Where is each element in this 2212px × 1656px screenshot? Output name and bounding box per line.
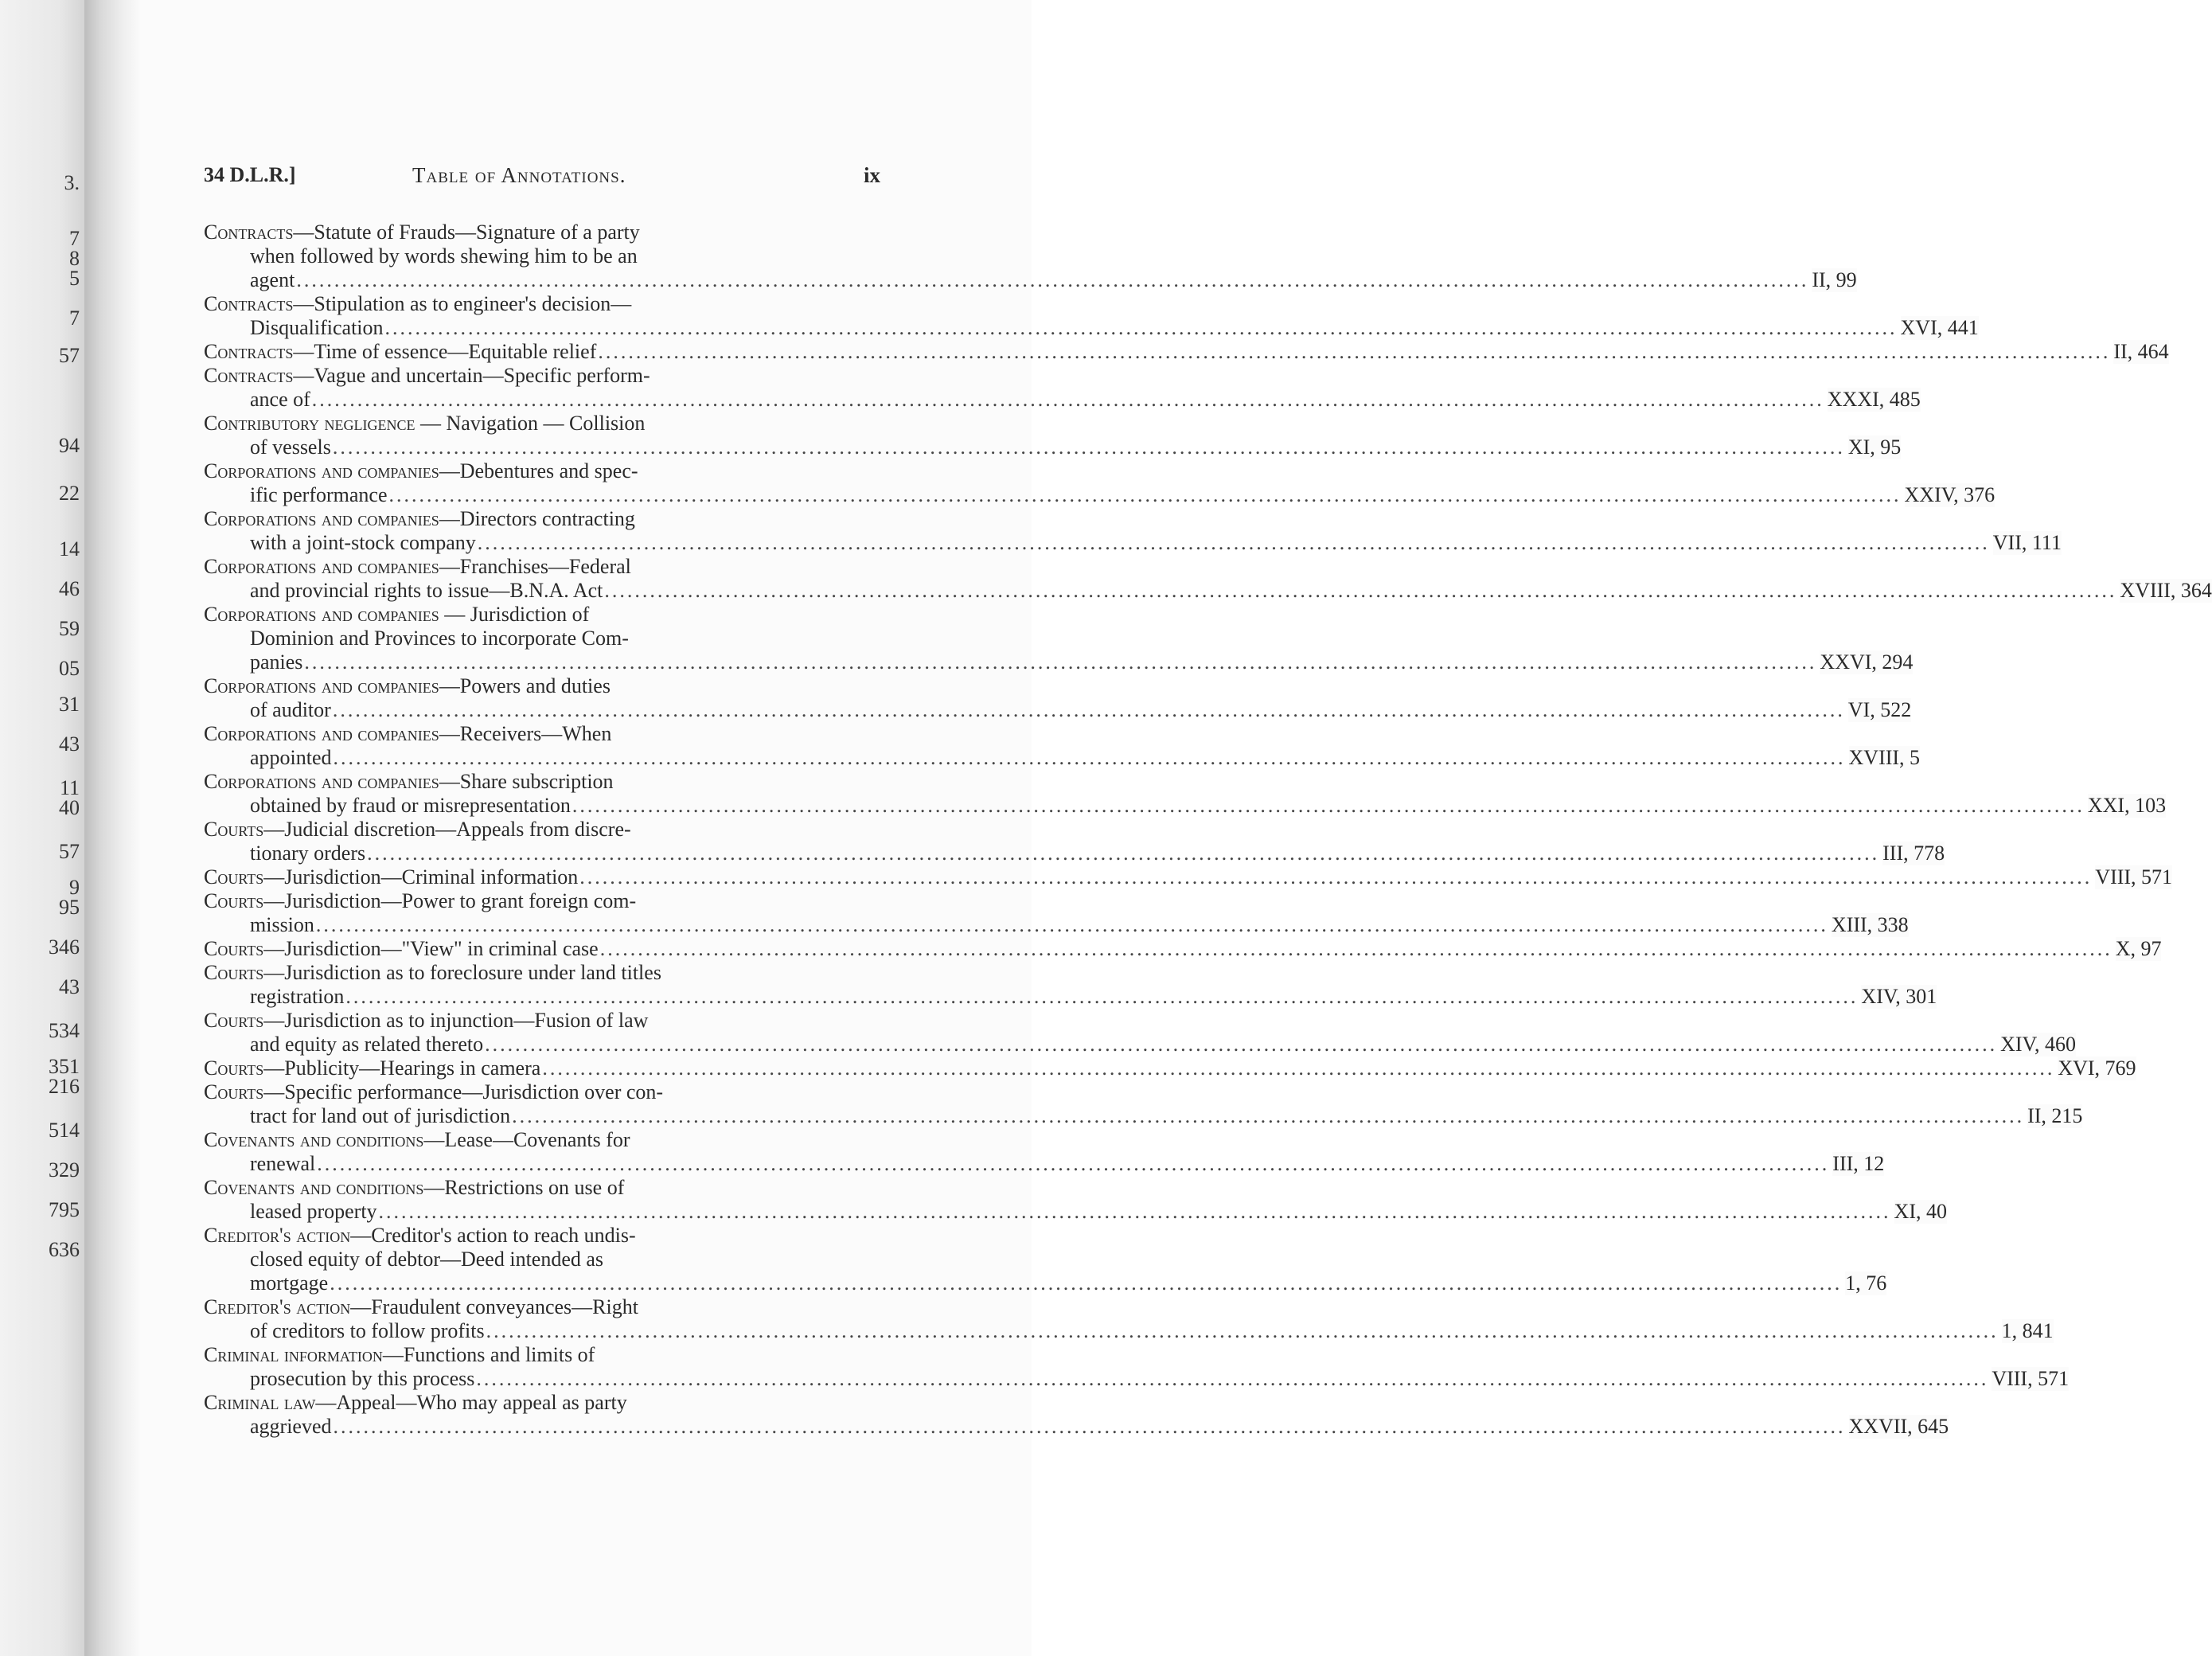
annotation-last-line (204, 1271, 1887, 1295)
annotation-last-line (204, 1415, 1949, 1439)
volume-label: 34 D.L.R.] (204, 163, 296, 186)
facing-page-number: 7 (69, 307, 80, 330)
volume-page-reference: XVIII, 5 (1848, 746, 1921, 769)
facing-page-number: 8 (69, 247, 80, 270)
annotation-text: Corporations and companies—Powers and duties (204, 674, 611, 697)
leader-dots: ........................................................................................................................................................................................................ (332, 435, 1845, 459)
annotation-entry (204, 1343, 2070, 1391)
annotation-line (204, 1248, 880, 1271)
page-number: ix (863, 163, 880, 187)
facing-page-number: 351 (49, 1055, 80, 1078)
volume-page-reference: II, 99 (1812, 268, 1857, 291)
annotation-text: Corporations and companies—Share subscription (204, 770, 614, 793)
annotation-last-line (204, 268, 1857, 292)
annotation-text: Courts—Publicity—Hearings in camera (204, 1056, 541, 1080)
volume-page-reference: 1, 841 (2001, 1319, 2054, 1342)
annotation-line (204, 1391, 880, 1415)
volume-page-reference: XXVII, 645 (1848, 1415, 1949, 1438)
annotation-line (204, 292, 880, 316)
leader-dots: ........................................................................................................................................................................................................ (598, 340, 2111, 363)
annotation-entry (204, 1295, 2054, 1343)
facing-page-number: 59 (59, 617, 80, 640)
annotation-text: agent (250, 268, 295, 291)
annotation-entry (204, 555, 2212, 603)
facing-page-number: 22 (59, 482, 80, 505)
annotation-line (204, 244, 880, 268)
annotation-text: and equity as related thereto (250, 1033, 484, 1056)
volume-page-reference: XXIV, 376 (1904, 483, 1995, 506)
annotation-last-line (204, 483, 1995, 507)
leader-dots: ........................................................................................................................................................................................................ (304, 650, 1817, 674)
annotations-list (204, 221, 2212, 1439)
annotation-line (204, 1009, 880, 1033)
annotation-text: registration (250, 985, 345, 1008)
annotation-line (204, 961, 880, 985)
volume-page-reference: XIII, 338 (1831, 913, 1909, 936)
annotation-text: Courts—Jurisdiction as to foreclosure under land titles (204, 961, 661, 984)
annotation-text: Criminal information—Functions and limits of (204, 1343, 595, 1366)
leader-dots: ........................................................................................................................................................................................................ (384, 316, 1898, 339)
leader-dots: ........................................................................................................................................................................................................ (572, 794, 2085, 817)
annotation-line (204, 603, 880, 627)
annotation-text: Contracts—Time of essence—Equitable relief (204, 340, 597, 363)
annotation-line (204, 555, 880, 579)
annotation-text: Courts—Jurisdiction—Power to grant foreign com- (204, 889, 637, 912)
annotation-text: Corporations and companies—Receivers—When (204, 722, 612, 745)
annotation-text: tract for land out of jurisdiction (250, 1104, 511, 1127)
page-title: Table of Annotations. (412, 163, 626, 187)
page-gutter-shadow (84, 0, 140, 1656)
facing-page-number: 40 (59, 796, 80, 819)
annotation-line (204, 770, 880, 794)
annotation-entry (204, 412, 1902, 459)
leader-dots: ........................................................................................................................................................................................................ (477, 531, 1990, 554)
volume-page-reference: XI, 40 (1894, 1200, 1947, 1223)
leader-dots: ........................................................................................................................................................................................................ (333, 1415, 1846, 1438)
facing-page-number: 216 (49, 1075, 80, 1098)
annotation-entry (204, 674, 1912, 722)
annotation-text: Contracts—Stipulation as to engineer's decision— (204, 292, 632, 315)
volume-page-reference: VII, 111 (1992, 531, 2062, 554)
leader-dots: ........................................................................................................................................................................................................ (485, 1033, 1998, 1056)
annotation-text: aggrieved (250, 1415, 332, 1438)
annotation-last-line (204, 1056, 2136, 1080)
annotation-text: prosecution by this process (250, 1367, 475, 1390)
annotation-entry (204, 603, 1914, 674)
annotation-last-line (204, 316, 1979, 340)
annotation-line (204, 1224, 880, 1248)
annotation-last-line (204, 937, 2162, 961)
annotation-entry (204, 770, 2167, 818)
annotation-last-line (204, 579, 2212, 603)
leader-dots: ........................................................................................................................................................................................................ (332, 698, 1845, 721)
annotation-last-line (204, 388, 1921, 412)
annotation-line (204, 1295, 880, 1319)
facing-page-number: 31 (59, 693, 80, 716)
annotation-last-line (204, 746, 1921, 770)
annotation-text: tionary orders (250, 842, 366, 865)
volume-page-reference: VIII, 571 (2095, 865, 2173, 889)
annotation-text: appointed (250, 746, 332, 769)
annotation-entry (204, 1391, 1949, 1439)
running-header (204, 163, 880, 195)
annotation-entry (204, 937, 2162, 961)
volume-page-reference: XXVI, 294 (1820, 650, 1914, 674)
annotation-entry (204, 865, 2173, 889)
annotation-entry (204, 1128, 1885, 1176)
annotation-entry (204, 340, 2169, 364)
facing-page-edge (0, 0, 84, 1656)
volume-page-reference: II, 215 (2027, 1104, 2083, 1127)
annotation-text: Contracts—Statute of Frauds—Signature of a party (204, 221, 640, 244)
leader-dots: ........................................................................................................................................................................................................ (604, 579, 2117, 602)
annotation-text: Contracts—Vague and uncertain—Specific perform- (204, 364, 650, 387)
annotation-text: Covenants and conditions—Restrictions on use of (204, 1176, 625, 1199)
volume-page-reference: XXXI, 485 (1827, 388, 1921, 411)
facing-page-number: 329 (49, 1158, 80, 1181)
annotation-text: panies (250, 650, 303, 674)
annotation-last-line (204, 340, 2169, 364)
annotation-text: and provincial rights to issue—B.N.A. Act (250, 579, 603, 602)
volume-page-reference: III, 778 (1882, 842, 1945, 865)
annotation-text: Courts—Specific performance—Jurisdiction over con- (204, 1080, 664, 1103)
volume-page-reference: II, 464 (2113, 340, 2169, 363)
facing-page-number: 14 (59, 537, 80, 560)
annotation-text: ific performance (250, 483, 388, 506)
leader-dots: ........................................................................................................................................................................................................ (330, 1271, 1843, 1295)
facing-page-number: 46 (59, 577, 80, 600)
annotation-entry (204, 818, 1945, 865)
facing-page-number: 9 (69, 876, 80, 899)
volume-page-reference: XI, 95 (1847, 435, 1902, 459)
facing-page-number: 43 (59, 975, 80, 998)
annotation-last-line (204, 650, 1914, 674)
annotation-entry (204, 1080, 2083, 1128)
volume-page-reference: XIV, 460 (2000, 1033, 2076, 1056)
annotation-text: when followed by words shewing him to be an (250, 244, 638, 268)
facing-page-number: 57 (59, 840, 80, 863)
volume-page-reference: XVI, 441 (1900, 316, 1979, 339)
annotation-line (204, 507, 880, 531)
leader-dots: ........................................................................................................................................................................................................ (388, 483, 1902, 506)
annotation-text: of creditors to follow profits (250, 1319, 485, 1342)
leader-dots: ........................................................................................................................................................................................................ (486, 1319, 1999, 1342)
annotation-text: Dominion and Provinces to incorporate Com- (250, 627, 629, 650)
volume-page-reference: XVIII, 364 (2120, 579, 2212, 602)
facing-page-number: 346 (49, 935, 80, 959)
annotation-text: obtained by fraud or misrepresentation (250, 794, 571, 817)
annotation-text: Corporations and companies—Franchises—Federal (204, 555, 631, 578)
annotation-entry (204, 507, 2062, 555)
annotation-line (204, 1080, 880, 1104)
facing-page-number: 57 (59, 344, 80, 367)
facing-page-number: 534 (49, 1019, 80, 1042)
facing-page-number: 7 (69, 227, 80, 250)
annotation-last-line (204, 865, 2173, 889)
annotation-last-line (204, 842, 1945, 865)
annotation-text: mortgage (250, 1271, 329, 1295)
annotation-text: Criminal law—Appeal—Who may appeal as party (204, 1391, 627, 1414)
annotation-line (204, 722, 880, 746)
leader-dots: ........................................................................................................................................................................................................ (311, 388, 1824, 411)
annotation-line (204, 1343, 880, 1367)
annotation-line (204, 221, 880, 244)
leader-dots: ........................................................................................................................................................................................................ (378, 1200, 1891, 1223)
annotation-text: closed equity of debtor—Deed intended as (250, 1248, 604, 1271)
annotation-line (204, 1128, 880, 1152)
annotation-entry (204, 364, 1921, 412)
annotation-last-line (204, 698, 1912, 722)
annotation-text: ance of (250, 388, 310, 411)
facing-page-number: 514 (49, 1119, 80, 1142)
volume-page-reference: III, 12 (1832, 1152, 1885, 1175)
annotation-last-line (204, 1033, 2076, 1056)
annotation-line (204, 364, 880, 388)
leader-dots: ........................................................................................................................................................................................................ (296, 268, 1809, 291)
annotation-text: Corporations and companies—Directors contracting (204, 507, 635, 530)
annotation-text: Contributory negligence — Navigation — Collision (204, 412, 646, 435)
annotation-text: Courts—Jurisdiction—"View" in criminal case (204, 937, 599, 960)
annotation-text: of vessels (250, 435, 331, 459)
annotation-text: of auditor (250, 698, 331, 721)
annotation-text: Courts—Jurisdiction as to injunction—Fusion of law (204, 1009, 649, 1032)
facing-page-number: 94 (59, 434, 80, 457)
annotation-text: Corporations and companies—Debentures and spec- (204, 459, 638, 482)
annotation-last-line (204, 1104, 2083, 1128)
volume-page-reference: VI, 522 (1847, 698, 1912, 721)
annotation-line (204, 889, 880, 913)
annotation-last-line (204, 1367, 2070, 1391)
annotation-line (204, 412, 880, 435)
annotation-last-line (204, 1152, 1885, 1176)
annotation-text: Covenants and conditions—Lease—Covenants for (204, 1128, 630, 1151)
annotation-line (204, 627, 880, 650)
leader-dots: ........................................................................................................................................................................................................ (317, 1152, 1830, 1175)
volume-page-reference: X, 97 (2115, 937, 2162, 960)
annotation-last-line (204, 1200, 1947, 1224)
facing-page-number: 795 (49, 1198, 80, 1221)
leader-dots: ........................................................................................................................................................................................................ (599, 937, 2113, 960)
annotation-text: mission (250, 913, 314, 936)
annotation-last-line (204, 913, 1909, 937)
facing-page-number: 3. (64, 171, 80, 194)
leader-dots: ........................................................................................................................................................................................................ (512, 1104, 2025, 1127)
annotation-entry (204, 1176, 1947, 1224)
leader-dots: ........................................................................................................................................................................................................ (579, 865, 2093, 889)
annotation-text: leased property (250, 1200, 377, 1223)
annotation-text: Disqualification (250, 316, 384, 339)
annotation-entry (204, 459, 1995, 507)
facing-page-number: 636 (49, 1238, 80, 1261)
volume-page-reference: XVI, 769 (2058, 1056, 2136, 1080)
volume-page-reference: XIV, 301 (1861, 985, 1937, 1008)
annotation-text: Creditor's action—Fraudulent conveyances—Right (204, 1295, 638, 1318)
annotation-entry (204, 1224, 1887, 1295)
leader-dots: ........................................................................................................................................................................................................ (345, 985, 1859, 1008)
annotation-line (204, 674, 880, 698)
annotation-last-line (204, 531, 2062, 555)
annotation-line (204, 818, 880, 842)
annotation-entry (204, 292, 1979, 340)
annotation-entry (204, 1009, 2076, 1056)
leader-dots: ........................................................................................................................................................................................................ (333, 746, 1846, 769)
volume-page-reference: XXI, 103 (2087, 794, 2167, 817)
annotation-entry (204, 889, 1909, 937)
leader-dots: ........................................................................................................................................................................................................ (476, 1367, 1989, 1390)
annotation-last-line (204, 794, 2167, 818)
facing-page-number: 05 (59, 657, 80, 680)
volume-page-reference: VIII, 571 (1992, 1367, 2070, 1390)
annotation-text: renewal (250, 1152, 316, 1175)
facing-page-number: 43 (59, 732, 80, 756)
annotation-text: Courts—Judicial discretion—Appeals from discre- (204, 818, 631, 841)
annotation-entry (204, 722, 1921, 770)
annotation-entry (204, 1056, 2136, 1080)
annotation-entry (204, 961, 1937, 1009)
annotation-line (204, 1176, 880, 1200)
annotation-text: Creditor's action—Creditor's action to reach undis- (204, 1224, 636, 1247)
annotation-entry (204, 221, 1857, 292)
annotation-text: with a joint-stock company (250, 531, 476, 554)
annotation-text: Corporations and companies — Jurisdiction of (204, 603, 590, 626)
facing-page-number: 11 (59, 776, 80, 799)
annotation-line (204, 459, 880, 483)
facing-page-number: 95 (59, 896, 80, 919)
facing-page-number: 5 (69, 267, 80, 290)
annotation-last-line (204, 435, 1902, 459)
leader-dots: ........................................................................................................................................................................................................ (315, 913, 1828, 936)
volume-page-reference: 1, 76 (1845, 1271, 1887, 1295)
leader-dots: ........................................................................................................................................................................................................ (542, 1056, 2055, 1080)
annotation-last-line (204, 985, 1937, 1009)
leader-dots: ........................................................................................................................................................................................................ (367, 842, 1880, 865)
annotation-last-line (204, 1319, 2054, 1343)
annotation-text: Courts—Jurisdiction—Criminal information (204, 865, 579, 889)
